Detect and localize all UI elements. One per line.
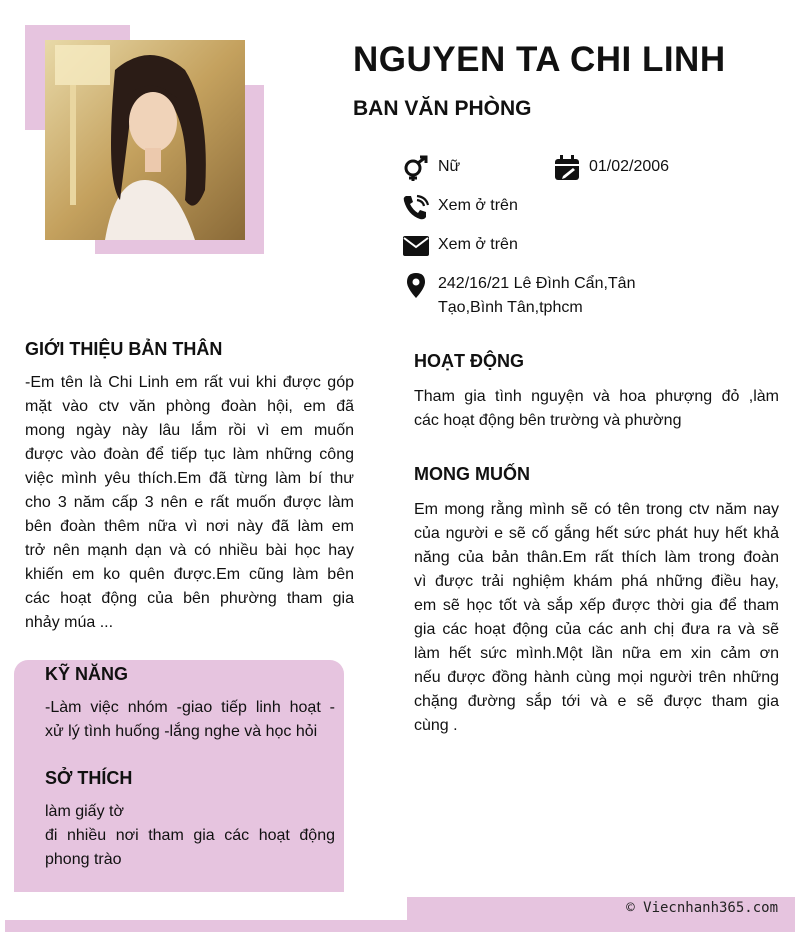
address-value <box>438 272 635 320</box>
wishes-line: chặng đường sắp tới và e sẽ được tham gia <box>414 693 779 710</box>
gender-icon <box>402 155 430 181</box>
phone-value: Xem ở trên <box>438 197 518 214</box>
info-dob <box>553 155 669 181</box>
intro-line: khiến em ko quên được.Em cũng làm bên <box>25 566 354 583</box>
footer-bar <box>5 920 795 932</box>
wishes-line: năng của bản thân.Em rất thích làm trong đoàn <box>414 549 779 566</box>
wishes-line: của người e sẽ cố gắng hết sức phát huy hết khả <box>414 525 779 542</box>
skills-line: xử lý tình huống -lắng nghe và học hỏi <box>45 723 318 740</box>
address-line-2: Tạo,Bình Tân,tphcm <box>438 299 583 316</box>
intro-text <box>25 371 354 635</box>
intro-line: việc mình yêu thích.Em đã từng làm bí thư <box>25 470 354 487</box>
candidate-name: NGUYEN TA CHI LINH <box>353 40 726 79</box>
info-gender <box>402 155 460 181</box>
phone-icon <box>402 194 430 220</box>
intro-line: các hoạt động của bên phường tham gia <box>25 590 354 607</box>
skills-text <box>45 696 335 744</box>
hobbies-heading: SỞ THÍCH <box>45 768 133 788</box>
wishes-heading: MONG MUỐN <box>414 464 530 484</box>
profile-photo <box>45 40 245 240</box>
intro-line: nhảy múa ... <box>25 614 114 631</box>
intro-line: mong ngày này lâu lắm rồi vì em muốn <box>25 422 354 439</box>
activities-text <box>414 385 779 433</box>
intro-line: bên đoàn thêm nữa vì nơi này đã làm em <box>25 518 354 535</box>
wishes-line: vì được trải nghiệm khám phá những điều hay, <box>414 573 779 590</box>
candidate-position: BAN VĂN PHÒNG <box>353 97 532 120</box>
hobbies-line: làm giấy tờ <box>45 803 124 820</box>
wishes-line: em sẽ học tốt và sắp xếp được thời gia để tham <box>414 597 779 614</box>
activities-heading: HOẠT ĐỘNG <box>414 351 524 371</box>
wishes-line: Em mong rằng mình sẽ có tên trong ctv năm nay <box>414 501 779 518</box>
dob-value: 01/02/2006 <box>589 158 670 175</box>
hobbies-text <box>45 800 335 872</box>
intro-line: trở nên mạnh dạn và có nhiều bài học hay <box>25 542 354 559</box>
activities-line: các hoạt động bên trường và phường <box>414 412 682 429</box>
wishes-line: cùng . <box>414 717 458 734</box>
copyright-text: © Viecnhanh365.com <box>626 900 778 916</box>
map-pin-icon <box>402 272 430 298</box>
hobbies-line: phong trào <box>45 851 122 868</box>
hobbies-line: đi nhiều nơi tham gia các hoạt động <box>45 827 335 844</box>
skills-line: -Làm việc nhóm -giao tiếp linh hoạt - <box>45 699 335 716</box>
info-phone <box>402 194 518 220</box>
intro-heading: GIỚI THIỆU BẢN THÂN <box>25 339 223 359</box>
info-email <box>402 233 518 259</box>
intro-line: cho 3 năm cấp 3 nên e rất muốn được làm <box>25 494 354 511</box>
intro-line: mặt vào ctv văn phòng đoàn hội, em đã <box>25 398 354 415</box>
gender-value: Nữ <box>438 158 461 175</box>
intro-line: -Em tên là Chi Linh em rất vui khi được góp <box>25 374 354 391</box>
wishes-line: gia các hoạt động của các anh chị đưa ra và sẽ <box>414 621 779 638</box>
activities-line: Tham gia tình nguyện và hoa phượng đỏ ,làm <box>414 388 779 405</box>
email-value: Xem ở trên <box>438 236 518 253</box>
wishes-line: làm hết sức mình.Một lần nữa em xin cảm ơn <box>414 645 779 662</box>
address-line-1: 242/16/21 Lê Đình Cẩn,Tân <box>438 275 636 292</box>
skills-heading: KỸ NĂNG <box>45 664 129 684</box>
wishes-line: nếu được đồng hành cùng mọi người trên những <box>414 669 779 686</box>
info-address <box>402 272 635 320</box>
wishes-text <box>414 498 779 738</box>
calendar-icon <box>553 155 581 181</box>
envelope-icon <box>402 233 430 259</box>
intro-line: được vào đoàn để tiếp tục làm những công <box>25 446 354 463</box>
